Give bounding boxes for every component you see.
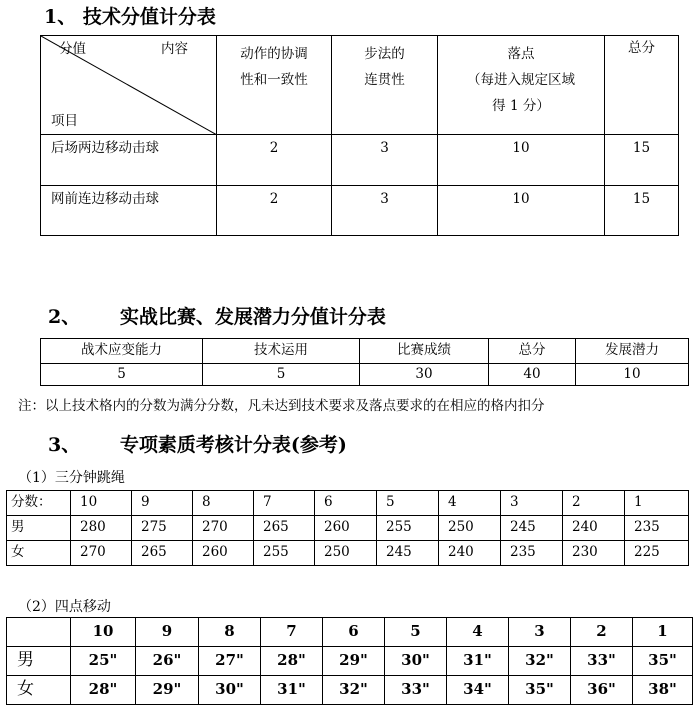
cell: 240	[563, 516, 625, 541]
score-cell: 9	[136, 618, 199, 647]
note-text: 注：以上技术格内的分数为满分分数，凡未达到技术要求及落点要求的在相应的格内扣分	[18, 398, 545, 414]
cell: 275	[132, 516, 193, 541]
score-cell: 7	[261, 618, 323, 647]
cell: 36"	[571, 676, 633, 705]
cell: 29"	[323, 647, 385, 676]
cell: 260	[315, 516, 377, 541]
score-cell: 4	[439, 491, 501, 516]
cell: 25"	[71, 647, 136, 676]
table-row	[7, 647, 693, 676]
cell: 265	[132, 541, 193, 566]
header-technique: 技术运用	[203, 339, 360, 364]
sub1-label: （1）三分钟跳绳	[18, 470, 125, 486]
rope-skipping-table	[6, 490, 689, 566]
cell: 10	[438, 186, 605, 236]
cell: 245	[501, 516, 563, 541]
cell: 265	[254, 516, 315, 541]
cell: 255	[377, 516, 439, 541]
cell: 3	[332, 186, 438, 236]
row-label: 男	[7, 516, 71, 541]
cell: 33"	[385, 676, 447, 705]
cell: 250	[315, 541, 377, 566]
cell: 38"	[633, 676, 693, 705]
cell: 2	[217, 186, 332, 236]
row-item: 网前连边移动击球	[41, 186, 217, 236]
score-cell: 8	[199, 618, 261, 647]
empty-header-cell	[7, 618, 71, 647]
cell: 30"	[199, 676, 261, 705]
section1-title: 1、 技术分值计分表	[44, 6, 216, 28]
cell: 40	[489, 364, 576, 386]
cell: 245	[377, 541, 439, 566]
cell: 10	[576, 364, 689, 386]
cell: 30	[360, 364, 489, 386]
score-cell: 6	[315, 491, 377, 516]
cell: 235	[501, 541, 563, 566]
sub2-label: （2）四点移动	[18, 599, 111, 615]
score-cell: 5	[385, 618, 447, 647]
cell: 35"	[633, 647, 693, 676]
header-footwork: 步法的 连贯性	[332, 36, 438, 135]
diag-label-content: 内容	[161, 41, 188, 57]
row-label: 女	[7, 676, 71, 705]
cell: 260	[193, 541, 254, 566]
header-total: 总分	[605, 36, 679, 135]
cell: 32"	[509, 647, 571, 676]
cell: 26"	[136, 647, 199, 676]
cell: 35"	[509, 676, 571, 705]
technique-score-table	[40, 35, 679, 236]
row-item: 后场两边移动击球	[41, 135, 217, 186]
header-result: 比赛成绩	[360, 339, 489, 364]
cell: 5	[203, 364, 360, 386]
score-label: 分数：	[7, 491, 71, 516]
diag-label-score: 分值	[59, 41, 86, 57]
score-cell: 9	[132, 491, 193, 516]
score-cell: 10	[71, 618, 136, 647]
header-tactics: 战术应变能力	[41, 339, 203, 364]
cell: 250	[439, 516, 501, 541]
cell: 30"	[385, 647, 447, 676]
score-cell: 5	[377, 491, 439, 516]
score-cell: 3	[509, 618, 571, 647]
row-label: 男	[7, 647, 71, 676]
cell: 270	[193, 516, 254, 541]
cell: 270	[71, 541, 132, 566]
cell: 15	[605, 186, 679, 236]
cell: 27"	[199, 647, 261, 676]
cell: 28"	[261, 647, 323, 676]
header-total: 总分	[489, 339, 576, 364]
cell: 15	[605, 135, 679, 186]
header-landing: 落点 （每进入规定区域 得 1 分）	[438, 36, 605, 135]
cell: 31"	[447, 647, 509, 676]
cell: 29"	[136, 676, 199, 705]
table-row	[7, 516, 689, 541]
cell: 280	[71, 516, 132, 541]
cell: 34"	[447, 676, 509, 705]
score-cell: 1	[633, 618, 693, 647]
score-cell: 10	[71, 491, 132, 516]
score-cell: 2	[571, 618, 633, 647]
four-point-move-table	[6, 617, 693, 705]
table-row	[41, 135, 679, 186]
table-row	[7, 676, 693, 705]
table-row	[41, 186, 679, 236]
cell: 235	[625, 516, 689, 541]
section2-title: 2、 实战比赛、发展潜力分值计分表	[48, 306, 386, 328]
cell: 5	[41, 364, 203, 386]
diagonal-header-cell	[41, 36, 217, 135]
table-row	[7, 541, 689, 566]
header-coordination: 动作的协调 性和一致性	[217, 36, 332, 135]
score-cell: 8	[193, 491, 254, 516]
score-cell: 7	[254, 491, 315, 516]
cell: 3	[332, 135, 438, 186]
cell: 28"	[71, 676, 136, 705]
score-cell: 2	[563, 491, 625, 516]
score-cell: 3	[501, 491, 563, 516]
match-score-table	[40, 338, 689, 386]
cell: 32"	[323, 676, 385, 705]
header-potential: 发展潜力	[576, 339, 689, 364]
cell: 255	[254, 541, 315, 566]
cell: 10	[438, 135, 605, 186]
score-cell: 6	[323, 618, 385, 647]
cell: 31"	[261, 676, 323, 705]
diag-label-item: 项目	[51, 113, 78, 129]
cell: 2	[217, 135, 332, 186]
cell: 240	[439, 541, 501, 566]
score-cell: 4	[447, 618, 509, 647]
cell: 230	[563, 541, 625, 566]
row-label: 女	[7, 541, 71, 566]
table-row	[41, 364, 689, 386]
cell: 225	[625, 541, 689, 566]
score-cell: 1	[625, 491, 689, 516]
section3-title: 3、 专项素质考核计分表(参考)	[48, 434, 347, 456]
cell: 33"	[571, 647, 633, 676]
